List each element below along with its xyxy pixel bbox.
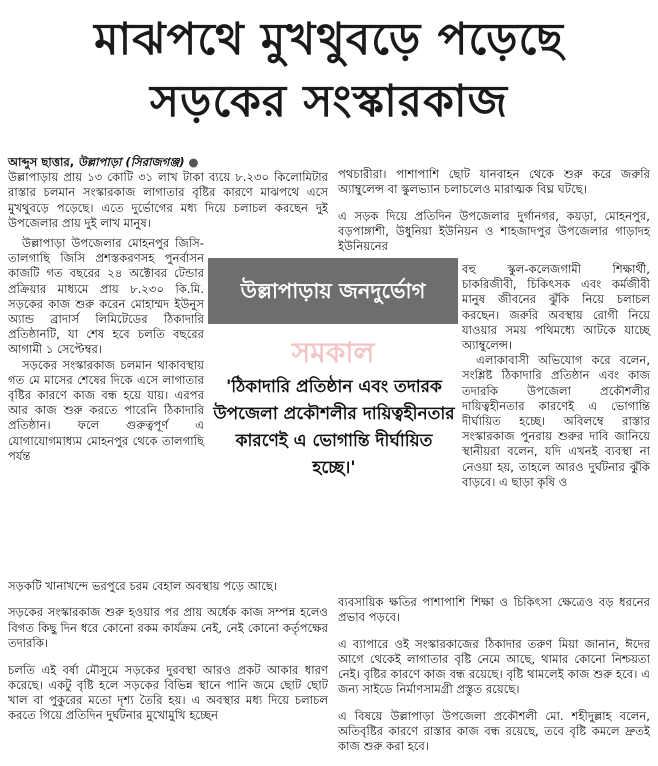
right-column-narrow (462, 262, 650, 490)
left-paragraph-5: চলতি এই বর্ষা মৌসুমে সড়কের দুরবস্থা আরও প্রকট আকার ধারণ করেছে। একটু বৃষ্টি হলে সড়কের বিভিন্ন স্থানে পানি জমে ছোট ছোট খাল বা পুকুরের মতো দৃশ্য তৈরি হয়। এ অবস্থার মধ্য দিয়ে চলাচল করতে গিয়ে প্রতিদিন দুর্ঘটনার মুখোমুখি হচ্ছেন (8, 662, 328, 723)
headline-line-1: মাঝপথে মুখথুবড়ে পড়েছে (94, 14, 564, 65)
left-paragraph-3: সড়কের সংস্কারকাজ চলমান থাকাবস্থায় গত মে মাসের শেষের দিকে এসে লাগাতার বৃষ্টির কারণে কাজ বন্ধ হয়ে যায়। এরপর আর কাজ শুরু করতে পারেনি ঠিকাদারি প্রতিষ্ঠান। ফলে গুরুত্বপূর্ণ এ যোগাযোগমাধ্যম মোহনপুর থেকে তালগাছি পর্যন্ত (8, 357, 204, 463)
left-paragraph-4: সড়কের সংস্কারকাজ শুরু হওয়ার পর প্রায় অর্ধেক কাজ সম্পন্ন হলেও বিগত কিছু দিন ধরে কোনো রকম কার্যক্রম নেই, নেই কোনো কর্তৃপক্ষের তদারকি। (8, 605, 328, 650)
left-paragraph-1: উল্লাপাড়ায় প্রায় ১৩ কোটি ৩১ লাখ টাকা ব্যয়ে ৮.২৩০ কিলোমিটার রাস্তার চলমান সংস্কারকাজ লাগাতার বৃষ্টির কারণে মাঝপথে এসে মুখথুবড়ে পড়েছে। এতে দুর্ভোগের মধ্য দিয়ে চলাচল করছেন দুই উপজেলার প্রায় দুই লাখ মানুষ। (8, 170, 328, 230)
right-paragraph-1: পথচারীরা। পাশাপাশি ছোট যানবাহন থেকে শুরু করে জরুরি অ্যাম্বুলেন্স বা স্কুলভ্যান চলাচলেও মারাত্মক বিঘ্ন ঘটছে। (338, 166, 650, 196)
right-paragraph-2-cont: বহু স্কুল-কলেজগামী শিক্ষার্থী, চাকরিজীবী, চিকিৎসক এবং কর্মজীবী মানুষ জীবনের ঝুঁকি নিয়ে চলাচল করছেন। জরুরি অবস্থায় রোগী নিয়ে যাওয়ার সময় পথিমধ্যে আটকে যাচ্ছে অ্যাম্বুলেন্স। (462, 262, 650, 353)
left-paragraph-2: উল্লাপাড়া উপজেলার মোহনপুর জিসি-তালগাছি জিসি প্রশস্তকরণসহ পুনর্বাসন কাজটি গত বছরের ২৪ অক্টোবর টেন্ডার প্রক্রিয়ার মাধ্যমে প্রায় ৮.২৩০ কি.মি. সড়কের কাজ শুরু করেন মোহাম্মদ ইউনুস অ্যান্ড ব্রাদার্স লিমিটেডের ঠিকাদারি প্রতিষ্ঠানটি, যা শেষ হবে চলতি বছরের আগামী ১ সেপ্টেম্বর। (8, 236, 204, 357)
byline-author: আব্দুস ছাত্তার, (8, 155, 75, 169)
right-paragraph-3: এলাকাবাসী অভিযোগ করে বলেন, সংশ্লিষ্ট ঠিকাদারি প্রতিষ্ঠান এবং কাজ তদারকি উপজেলা প্রকৌশলীর দায়িত্বহীনতার কারণেই এ ভোগান্তি দীর্ঘায়িত হচ্ছে। অবিলম্বে রাস্তার সংস্কারকাজ পুনরায় শুরুর দাবি জানিয়ে স্থানীয়রা বলেন, যদি এখনই ব্যবস্থা না নেওয়া হয়, তাহলে আরও দুর্ঘটনার ঝুঁকি বাড়বে। এ ছাড়া কৃষি ও (462, 353, 650, 489)
right-paragraph-3-cont: ব্যবসায়িক ক্ষতির পাশাপাশি শিক্ষা ও চিকিৎসা ক্ষেত্রেও বড় ধরনের প্রভাব পড়বে। (338, 594, 650, 624)
right-paragraph-5: এ বিষয়ে উল্লাপাড়া উপজেলা প্রকৌশলী মো. শহীদুল্লাহ বলেন, অতিবৃষ্টির কারণে রাস্তার কাজ বন্ধ রয়েছে, তবে বৃষ্টি কমলে দ্রুতই কাজ শুরু করা হবে। (338, 709, 650, 754)
pull-quote-text: 'ঠিকাদারি প্রতিষ্ঠান এবং তদারক উপজেলা প্রকৌশলীর দায়িত্বহীনতার কারণেই এ ভোগান্তি দীর্ঘায়িত হচ্ছে।' (213, 377, 455, 478)
watermark-text: সমকাল (291, 336, 375, 369)
left-column-bottom (8, 567, 328, 735)
right-column-bottom (338, 583, 650, 766)
callout-title: উল্লাপাড়ায় জনদুর্ভোগ (208, 258, 458, 324)
right-paragraph-2: এ সড়ক দিয়ে প্রতিদিন উপজেলার দুর্গানগর, কয়ড়া, মোহনপুর, বড়পাঙ্গাশী, উধুনিয়া ইউনিয়ন ও শাহজাদপুর উপজেলার গাড়াদহ ইউনিয়নের (338, 208, 650, 253)
byline-dot-icon: ● (188, 155, 199, 169)
newspaper-logo-watermark (220, 334, 446, 370)
right-column-top (338, 155, 650, 266)
right-paragraph-4: এ ব্যাপারে ওই সংস্কারকাজের ঠিকাদার তরুণ মিয়া জানান, ঈদের আগে থেকেই লাগাতার বৃষ্টি নেমে আছে, থামার কোনো নিশ্চয়তা নেই। বৃষ্টির কারণে কাজ বন্ধ রয়েছে। বৃষ্টি থামলেই কাজ শুরু হবে। এ জন্য সাইডে নির্মাণসামগ্রী প্রস্তুত রয়েছে। (338, 636, 650, 697)
pull-quote-box (208, 258, 458, 548)
byline-paragraph (8, 155, 328, 231)
left-column-narrow (8, 236, 204, 464)
headline-line-2: সড়কের সংস্কারকাজ (149, 76, 509, 127)
left-paragraph-3-cont: সড়কটি খানাখন্দে ভরপুরে চরম বেহাল অবস্থায় পড়ে আছে। (8, 578, 278, 593)
left-column-top (8, 155, 328, 232)
byline-location: উল্লাপাড়া (সিরাজগঞ্জ) (77, 155, 185, 169)
